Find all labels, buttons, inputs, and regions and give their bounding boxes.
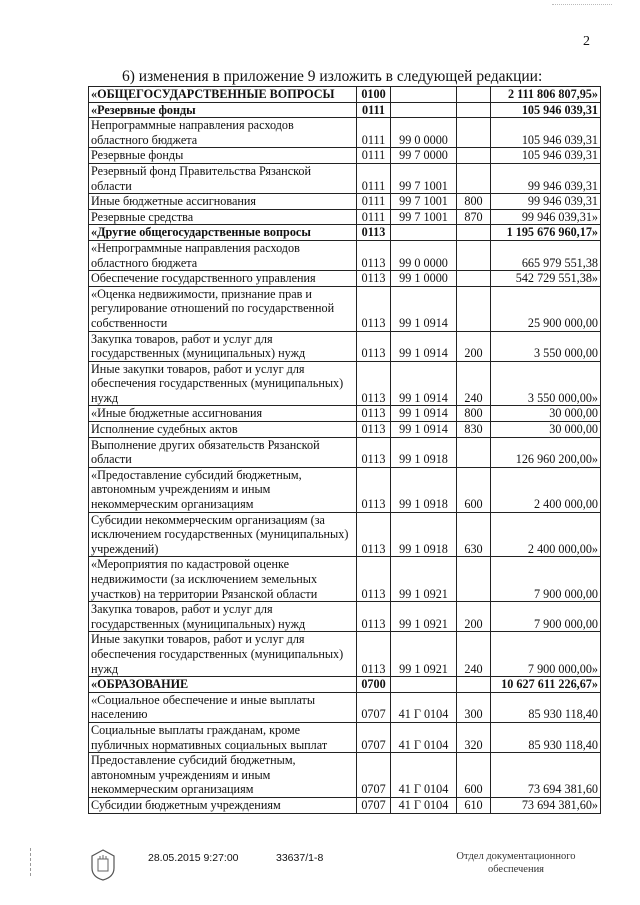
cell-type: 870	[457, 209, 491, 225]
cell-target: 99 1 0914	[391, 361, 457, 406]
cell-type: 200	[457, 331, 491, 361]
table-row	[89, 422, 601, 438]
cell-section: 0113	[357, 286, 391, 331]
cell-amount: 3 550 000,00	[491, 331, 601, 361]
cell-type	[457, 271, 491, 287]
cell-section: 0113	[357, 271, 391, 287]
cell-name: «Предоставление субсидий бюджетным, автономным учреждениям и иным некоммерческим организациям	[89, 467, 357, 512]
footer-datetime: 28.05.2015 9:27:00	[148, 852, 239, 864]
cell-name: Субсидии бюджетным учреждениям	[89, 797, 357, 813]
cell-type: 800	[457, 406, 491, 422]
cell-target: 99 7 1001	[391, 163, 457, 193]
cell-target: 99 0 0000	[391, 240, 457, 270]
cell-type	[457, 437, 491, 467]
cell-type: 800	[457, 194, 491, 210]
cell-section: 0111	[357, 209, 391, 225]
footer-dept-line1: Отдел документационного	[456, 851, 576, 862]
cell-amount: 99 946 039,31	[491, 163, 601, 193]
cell-type: 600	[457, 467, 491, 512]
cell-amount: 99 946 039,31»	[491, 209, 601, 225]
cell-amount: 2 111 806 807,95»	[491, 87, 601, 103]
cell-section: 0111	[357, 102, 391, 118]
cell-amount: 2 400 000,00»	[491, 512, 601, 557]
footer-doc-number: 33637/1-8	[276, 852, 324, 864]
cell-name: «Непрограммные направления расходов областного бюджета	[89, 240, 357, 270]
cell-name: «ОБРАЗОВАНИЕ	[89, 677, 357, 693]
cell-amount: 665 979 551,38	[491, 240, 601, 270]
cell-name: «ОБЩЕГОСУДАРСТВЕННЫЕ ВОПРОСЫ	[89, 87, 357, 103]
cell-amount: 85 930 118,40	[491, 722, 601, 752]
cell-target: 99 1 0000	[391, 271, 457, 287]
cell-name: Исполнение судебных актов	[89, 422, 357, 438]
cell-name: Социальные выплаты гражданам, кроме публичных нормативных социальных выплат	[89, 722, 357, 752]
cell-section: 0111	[357, 148, 391, 164]
cell-target: 99 7 1001	[391, 209, 457, 225]
cell-section: 0113	[357, 331, 391, 361]
table-row	[89, 722, 601, 752]
cell-type	[457, 557, 491, 602]
cell-section: 0113	[357, 512, 391, 557]
cell-section: 0707	[357, 753, 391, 798]
table-row	[89, 209, 601, 225]
cell-amount: 126 960 200,00»	[491, 437, 601, 467]
table-row	[89, 194, 601, 210]
cell-name: Резервный фонд Правительства Рязанской области	[89, 163, 357, 193]
cell-amount: 2 400 000,00	[491, 467, 601, 512]
cell-name: Закупка товаров, работ и услуг для государственных (муниципальных) нужд	[89, 602, 357, 632]
cell-section: 0113	[357, 422, 391, 438]
cell-section: 0100	[357, 87, 391, 103]
cell-section: 0113	[357, 361, 391, 406]
table-row	[89, 753, 601, 798]
cell-section: 0113	[357, 557, 391, 602]
cell-name: «Мероприятия по кадастровой оценке недвижимости (за исключением земельных участков) на территории Рязанской области	[89, 557, 357, 602]
table-row	[89, 87, 601, 103]
cell-name: Непрограммные направления расходов областного бюджета	[89, 118, 357, 148]
table-row	[89, 102, 601, 118]
cell-amount: 542 729 551,38»	[491, 271, 601, 287]
cell-type: 830	[457, 422, 491, 438]
cell-amount: 1 195 676 960,17»	[491, 225, 601, 241]
cell-target: 99 1 0921	[391, 557, 457, 602]
table-row	[89, 225, 601, 241]
cell-name: Обеспечение государственного управления	[89, 271, 357, 287]
cell-name: «Другие общегосударственные вопросы	[89, 225, 357, 241]
cell-amount: 10 627 611 226,67»	[491, 677, 601, 693]
cell-type	[457, 102, 491, 118]
cell-amount: 3 550 000,00»	[491, 361, 601, 406]
table-row	[89, 406, 601, 422]
cell-target	[391, 677, 457, 693]
table-row	[89, 632, 601, 677]
cell-name: Иные закупки товаров, работ и услуг для обеспечения государственных (муниципальных) нужд	[89, 361, 357, 406]
cell-amount: 25 900 000,00	[491, 286, 601, 331]
cell-target	[391, 87, 457, 103]
cell-name: Субсидии некоммерческим организациям (за исключением государственных (муниципальных) учреждений)	[89, 512, 357, 557]
coat-of-arms-icon	[88, 848, 118, 882]
cell-section: 0113	[357, 602, 391, 632]
cell-name: «Оценка недвижимости, признание прав и регулирование отношений по государственной собственности	[89, 286, 357, 331]
cell-amount: 73 694 381,60	[491, 753, 601, 798]
cell-type: 300	[457, 692, 491, 722]
cell-section: 0707	[357, 692, 391, 722]
cell-type	[457, 286, 491, 331]
cell-target: 99 1 0914	[391, 406, 457, 422]
cell-target: 99 0 0000	[391, 118, 457, 148]
cell-target: 41 Г 0104	[391, 722, 457, 752]
cell-target: 99 1 0918	[391, 467, 457, 512]
cell-target: 99 1 0921	[391, 632, 457, 677]
cell-section: 0700	[357, 677, 391, 693]
cell-target: 99 1 0918	[391, 437, 457, 467]
cell-type: 240	[457, 361, 491, 406]
cell-type: 320	[457, 722, 491, 752]
cell-type	[457, 677, 491, 693]
cell-target: 99 7 1001	[391, 194, 457, 210]
table-row	[89, 602, 601, 632]
cell-target: 99 1 0914	[391, 331, 457, 361]
cell-target: 99 1 0914	[391, 422, 457, 438]
cell-amount: 30 000,00	[491, 422, 601, 438]
cell-type: 240	[457, 632, 491, 677]
cell-type	[457, 225, 491, 241]
cell-name: «Резервные фонды	[89, 102, 357, 118]
cell-type: 600	[457, 753, 491, 798]
cell-amount: 30 000,00	[491, 406, 601, 422]
cell-amount: 7 900 000,00	[491, 557, 601, 602]
table-row	[89, 467, 601, 512]
cell-target: 99 1 0921	[391, 602, 457, 632]
scan-mark	[552, 4, 612, 5]
table-row	[89, 437, 601, 467]
cell-section: 0113	[357, 437, 391, 467]
cell-section: 0111	[357, 118, 391, 148]
cell-name: Резервные средства	[89, 209, 357, 225]
cell-target	[391, 102, 457, 118]
cell-type	[457, 240, 491, 270]
cell-name: Иные бюджетные ассигнования	[89, 194, 357, 210]
cell-amount: 7 900 000,00	[491, 602, 601, 632]
table-row	[89, 692, 601, 722]
table-row	[89, 286, 601, 331]
cell-type: 200	[457, 602, 491, 632]
table-row	[89, 240, 601, 270]
cell-section: 0113	[357, 406, 391, 422]
cell-amount: 7 900 000,00»	[491, 632, 601, 677]
budget-table-body	[89, 87, 601, 814]
cell-name: «Социальное обеспечение и иные выплаты населению	[89, 692, 357, 722]
amendment-caption: 6) изменения в приложение 9 изложить в следующей редакции:	[122, 68, 543, 85]
cell-name: Предоставление субсидий бюджетным, автономным учреждениям и иным некоммерческим организациям	[89, 753, 357, 798]
cell-section: 0111	[357, 163, 391, 193]
scan-stamp-mark	[30, 848, 49, 876]
footer-department	[446, 850, 586, 876]
cell-target: 41 Г 0104	[391, 692, 457, 722]
cell-type	[457, 163, 491, 193]
cell-amount: 73 694 381,60»	[491, 797, 601, 813]
cell-target: 41 Г 0104	[391, 797, 457, 813]
cell-section: 0113	[357, 632, 391, 677]
cell-amount: 85 930 118,40	[491, 692, 601, 722]
table-row	[89, 163, 601, 193]
cell-target: 41 Г 0104	[391, 753, 457, 798]
cell-section: 0707	[357, 722, 391, 752]
cell-section: 0707	[357, 797, 391, 813]
cell-amount: 105 946 039,31	[491, 118, 601, 148]
cell-name: Закупка товаров, работ и услуг для государственных (муниципальных) нужд	[89, 331, 357, 361]
cell-section: 0113	[357, 240, 391, 270]
cell-target: 99 7 0000	[391, 148, 457, 164]
cell-section: 0113	[357, 225, 391, 241]
table-row	[89, 271, 601, 287]
cell-name: Выполнение других обязательств Рязанской области	[89, 437, 357, 467]
cell-name: Иные закупки товаров, работ и услуг для обеспечения государственных (муниципальных) нужд	[89, 632, 357, 677]
cell-type: 630	[457, 512, 491, 557]
table-row	[89, 148, 601, 164]
cell-type	[457, 118, 491, 148]
cell-amount: 99 946 039,31	[491, 194, 601, 210]
table-row	[89, 331, 601, 361]
cell-amount: 105 946 039,31	[491, 102, 601, 118]
budget-table	[88, 86, 601, 814]
cell-type	[457, 87, 491, 103]
cell-name: Резервные фонды	[89, 148, 357, 164]
table-row	[89, 557, 601, 602]
cell-name: «Иные бюджетные ассигнования	[89, 406, 357, 422]
table-row	[89, 677, 601, 693]
cell-type	[457, 148, 491, 164]
cell-section: 0113	[357, 467, 391, 512]
cell-amount: 105 946 039,31	[491, 148, 601, 164]
page-number: 2	[583, 34, 590, 49]
cell-type: 610	[457, 797, 491, 813]
cell-target: 99 1 0914	[391, 286, 457, 331]
cell-target: 99 1 0918	[391, 512, 457, 557]
table-row	[89, 512, 601, 557]
table-row	[89, 361, 601, 406]
cell-target	[391, 225, 457, 241]
table-row	[89, 797, 601, 813]
table-row	[89, 118, 601, 148]
cell-section: 0111	[357, 194, 391, 210]
footer-dept-line2: обеспечения	[487, 864, 545, 875]
